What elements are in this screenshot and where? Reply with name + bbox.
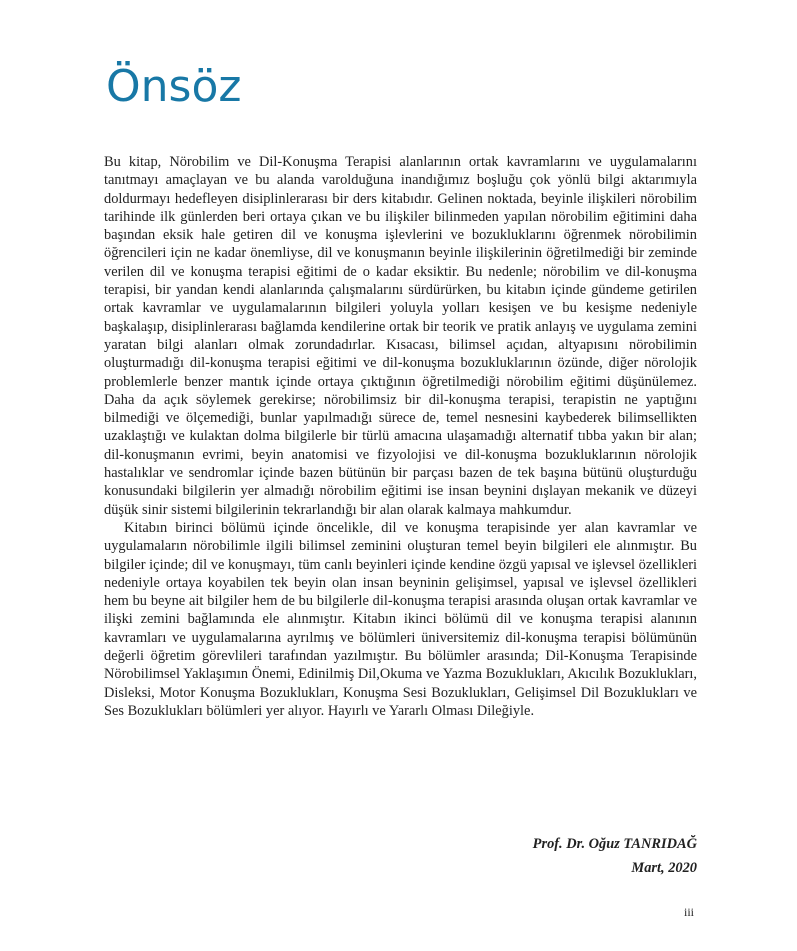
preface-body xyxy=(104,153,697,720)
page-title: Önsöz xyxy=(106,61,242,112)
paragraph-2: Kitabın birinci bölümü içinde öncelikle, dil ve konuşma terapisinde yer alan kavramlar ve uygulamaların nörobilimle ilgili bilimsel zeminini oluşturan temel beyin bilgileri ele alınmıştır. Bu bilgiler içinde; dil ve konuşmayı, tüm canlı beyinleri içinde kendine özgü yapısal ve işlevsel özellikleri nedeniyle ortaya koyabilen tek beyin olan insan beyninin gelişimsel, yapısal ve işlevsel özellikleri hem bu beyne ait bilgiler hem de bu bilgilerle dil-konuşma terapisi arasında oluşan ortak kavramlar ve ilişki zemini bağlamında ele alınmıştır. Kitabın ikinci bölümü dil ve konuşma terapisi alanının kavramları ve uygulamalarına ayrılmış ve bölümleri üniversitemiz dil-konuşma terapisi bölümünün değerli öğretim görevlileri tarafından yazılmıştır. Bu bölümler arasında; Dil-Konuşma Terapisinde Nörobilimsel Yaklaşımın Önemi, Edinilmiş Dil,Okuma ve Yazma Bozuklukları, Akıcılık Bozuklukları, Disleksi, Motor Konuşma Bozuklukları, Konuşma Sesi Bozuklukları, Gelişimsel Dil Bozuklukları ve Ses Bozuklukları bölümleri yer alıyor. Hayırlı ve Yararlı Olması Dileğiyle. xyxy=(104,519,697,719)
page-number: iii xyxy=(683,905,694,919)
signature-date: Mart, 2020 xyxy=(631,860,697,876)
author-name: Prof. Dr. Oğuz TANRIDAĞ xyxy=(532,836,697,852)
paragraph-1: Bu kitap, Nörobilim ve Dil-Konuşma Terapisi alanlarının ortak kavramlarını ve uygulamalarını tanıtmayı amaçlayan ve bu alanda varolduğuna inandığımız boşluğu çok yönlü bilgi aktarımıyla doldurmayı hedefleyen disiplinlerarası bir ders kitabıdır. Gelinen noktada, beyinle ilişkileri nörobilim tarihinde ilk günlerden beri ortaya çıkan ve bu ilişkiler bilinmeden yapılan nörobilim eğitimini daha başından eksik hale getiren dil ve konuşma işlevlerini ve bozukluklarını öğrenmek nörobilimin öğrencileri için ne kadar önemliyse, dil ve konuşmanın beyinle ilişkilerinin öğretilmediği bir zeminde verilen dil ve konuşma terapisi eğitimi de o kadar eksiktir. Bu nedenle; nörobilim ve dil-konuşma terapisi, bir yandan kendi alanlarında çalışmalarını sürdürürken, bu kitabın içinde gündeme getirilen ortak kavramlar ve uygulamalarının bilgileri yoluyla yolları kesişen ve bu kesişme nedeniyle başkalaşıp, disiplinlerarası bağlamda kendilerine ortak bir teorik ve pratik anlayış ve uygulama zemini yaratan bilgi alanları olmak zorundadırlar. Kısacası, bilimsel açıdan, altyapısını nörobilimin oluşturmadığı dil-konuşma terapisi eğitimi ve dil-konuşma bozukluklarının özünde, diğer nörolojik problemlerle benzer mantık içinde ortaya çıktığının öğretilmediği nörobilim eğitimi düşünülemez. Daha da açık söylemek gerekirse; nörobilimsiz bir dil-konuşma terapisi, terapistin ne yaptığını bilmediği ve ölçemediği, bunlar yapılmadığı sürece de, temel nesnesini kaybederek bilimsellikten uzaklaştığı ve kulaktan dolma bilgilerle bir türlü amacına ulaşamadığı alternatif tıbba yakın bir alan; dil-konuşmanın evrimi, beyin anatomisi ve fizyolojisi ve dil-konuşma bozukluklarının nörolojik hastalıklar ve sendromlar içinde bazen bütünün bir parçası bazen de tek başına bütünü oluşturduğu konusundaki bilgilerin yer almadığı nörobilim eğitimi ise insan beynini dışlayan mekanik ve düzeyi düşük sinir sistemi bilgilerinin tekrarlandığı bir alan olarak kalmaya mahkumdur. xyxy=(104,154,697,518)
signature-block xyxy=(533,832,697,880)
